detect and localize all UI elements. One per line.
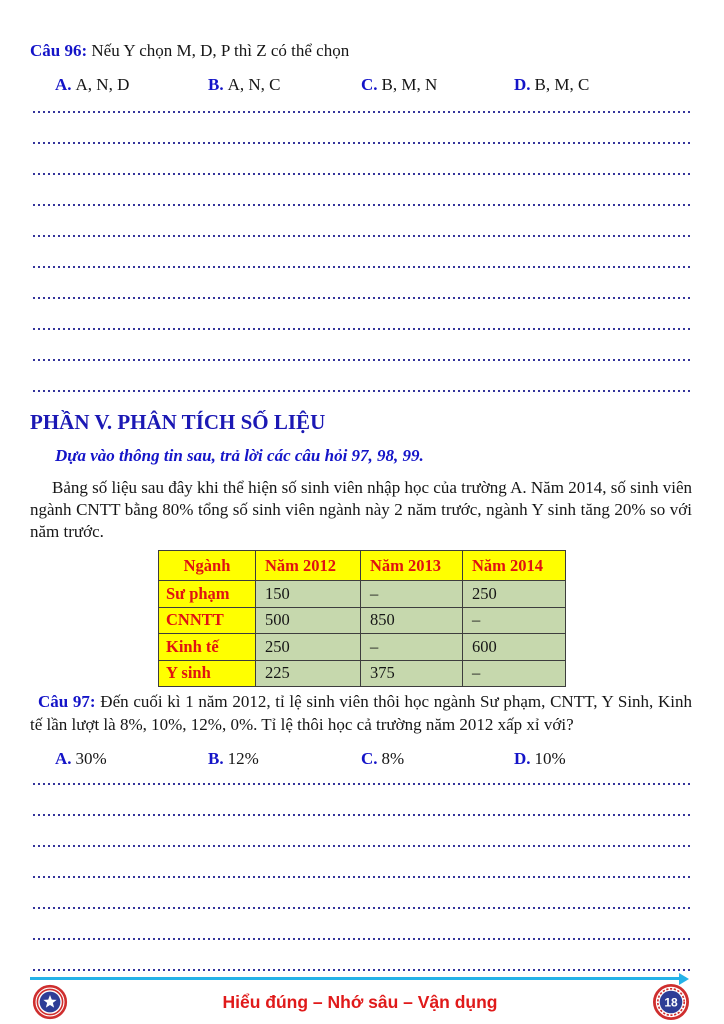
answer-dotted-line — [30, 361, 692, 392]
table-header-cell: Năm 2014 — [463, 551, 566, 581]
option-letter: A. — [55, 749, 72, 768]
page-number-badge — [652, 983, 690, 1021]
option-letter: D. — [514, 749, 531, 768]
section-intro-paragraph: Bảng số liệu sau đây khi thể hiện số sinh viên nhập học của trường A. Năm 2014, số sinh viên ngành CNTT bằng 80% tổng số sinh viên ngành này 2 năm trước, ngành Y sinh tăng 20% so với năm trước. — [30, 478, 692, 541]
question-97-text: Đến cuối kì 1 năm 2012, tỉ lệ sinh viên thôi học ngành Sư phạm, CNTT, Y Sinh, Kinh tế lần lượt là 8%, 10%, 12%, 0%. Tỉ lệ thôi học cả trường năm 2012 xấp xỉ với? — [30, 692, 692, 734]
option-text: B, M, C — [534, 75, 590, 94]
answer-dotted-line — [30, 909, 692, 940]
enrollment-table — [158, 550, 566, 687]
option-text: 8% — [381, 749, 405, 768]
answer-dotted-line — [30, 816, 692, 847]
option-letter: C. — [361, 749, 378, 768]
answer-lines-q97 — [30, 754, 692, 971]
table-header-cell: Năm 2013 — [361, 551, 463, 581]
answer-dotted-line — [30, 144, 692, 175]
star-shield-icon — [32, 984, 68, 1020]
option-text: 30% — [75, 749, 107, 768]
option-letter: B. — [208, 75, 224, 94]
section-subtitle: Dựa vào thông tin sau, trả lời các câu hỏi 97, 98, 99. — [55, 446, 424, 465]
option-letter: B. — [208, 749, 224, 768]
answer-dotted-line — [30, 206, 692, 237]
arrow-line — [30, 977, 686, 980]
table-cell: 375 — [361, 660, 463, 687]
option-letter: C. — [361, 75, 378, 94]
table-cell: – — [361, 634, 463, 661]
answer-dotted-line — [30, 847, 692, 878]
table-row-label: Y sinh — [159, 660, 256, 687]
question-97-label: Câu 97: — [38, 692, 96, 711]
table-cell: 600 — [463, 634, 566, 661]
page-footer — [30, 977, 692, 1021]
question-96-label: Câu 96: — [30, 41, 88, 60]
table-row — [159, 634, 566, 661]
table-cell: – — [361, 581, 463, 608]
footer-row — [30, 983, 692, 1021]
answer-dotted-line — [30, 299, 692, 330]
table-cell: – — [463, 660, 566, 687]
table-row-label: CNNTT — [159, 607, 256, 634]
table-cell: 225 — [256, 660, 361, 687]
table-cell: 250 — [256, 634, 361, 661]
table-cell: 250 — [463, 581, 566, 608]
option-text: A, N, C — [227, 75, 281, 94]
answer-dotted-line — [30, 237, 692, 268]
question-96 — [30, 40, 692, 62]
question-96-text: Nếu Y chọn M, D, P thì Z có thể chọn — [91, 41, 350, 60]
option-letter: D. — [514, 75, 531, 94]
page-number: 18 — [664, 995, 678, 1010]
answer-dotted-line — [30, 878, 692, 909]
table-header-cell: Năm 2012 — [256, 551, 361, 581]
table-header-cell: Ngành — [159, 551, 256, 581]
answer-lines-q96 — [30, 82, 692, 392]
option-text: B, M, N — [381, 75, 438, 94]
table-cell: 850 — [361, 607, 463, 634]
footer-motto: Hiểu đúng – Nhớ sâu – Vận dụng — [222, 991, 498, 1012]
table-row — [159, 660, 566, 687]
answer-dotted-line — [30, 330, 692, 361]
answer-dotted-line — [30, 785, 692, 816]
option-text: A, N, D — [75, 75, 130, 94]
answer-dotted-line — [30, 82, 692, 113]
option-text: 10% — [534, 749, 566, 768]
table-row — [159, 581, 566, 608]
question-97 — [30, 691, 692, 736]
answer-dotted-line — [30, 175, 692, 206]
table-row-label: Sư phạm — [159, 581, 256, 608]
option-text: 12% — [227, 749, 259, 768]
section-title: PHẦN V. PHÂN TÍCH SỐ LIỆU — [30, 410, 326, 434]
table-row-label: Kinh tế — [159, 634, 256, 661]
table-cell: – — [463, 607, 566, 634]
answer-dotted-line — [30, 268, 692, 299]
table-row — [159, 607, 566, 634]
option-letter: A. — [55, 75, 72, 94]
table-header-row — [159, 551, 566, 581]
answer-dotted-line — [30, 940, 692, 971]
table-cell: 500 — [256, 607, 361, 634]
answer-dotted-line — [30, 113, 692, 144]
table-cell: 150 — [256, 581, 361, 608]
answer-dotted-line — [30, 754, 692, 785]
